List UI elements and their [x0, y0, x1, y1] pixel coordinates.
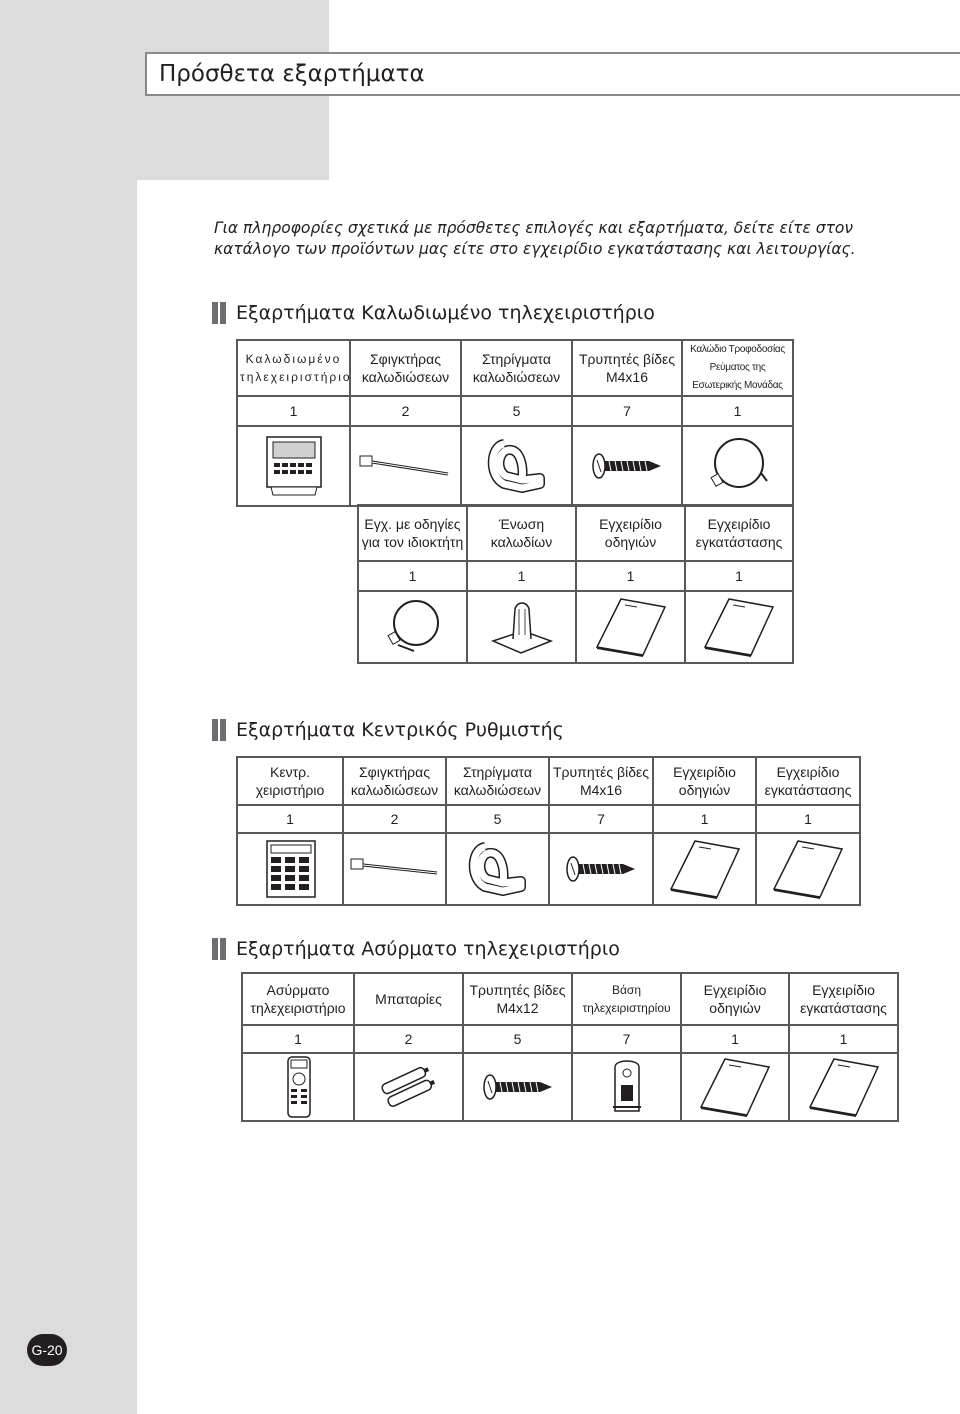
heading-bar-icon: [212, 938, 226, 960]
central-accessories-table: [236, 756, 861, 906]
table-header-cell: Εγχειρίδιο εγκατάστασης: [685, 505, 793, 561]
table-header-cell: Σφιγκτήρας καλωδιώσεων: [343, 757, 446, 805]
count-cell: 1: [681, 1025, 789, 1053]
table-header-cell: Εγχειρίδιο οδηγιών: [576, 505, 685, 561]
central-section-heading: [212, 719, 564, 741]
manual-icon: [699, 595, 779, 659]
table-image-row: [358, 591, 793, 663]
table-header-cell: Στηρίγματα καλωδιώσεων: [461, 340, 572, 396]
count-cell: 1: [576, 561, 685, 591]
tapping-screw-icon: [478, 1067, 558, 1107]
wireless-section-heading: [212, 938, 620, 960]
table-image-row: [242, 1053, 898, 1121]
wired-accessories-table-2: [357, 504, 794, 664]
count-cell: 1: [237, 805, 343, 833]
tapping-screw-icon: [561, 849, 641, 889]
wireless-accessories-table: [241, 972, 899, 1122]
table-header-cell: Σφιγκτήρας καλωδιώσεων: [350, 340, 461, 396]
table-header-cell: Στηρίγματα καλωδιώσεων: [446, 757, 549, 805]
central-heading-text: Εξαρτήματα Κεντρικός Ρυθμιστής: [236, 719, 564, 741]
manual-icon: [665, 837, 745, 901]
table-header-cell: Εγχειρίδιο οδηγιών: [653, 757, 756, 805]
table-header-row: [237, 340, 793, 396]
count-cell: 2: [343, 805, 446, 833]
table-header-cell: Ένωση καλωδίων: [467, 505, 576, 561]
cable-clamp-icon: [463, 839, 533, 899]
table-count-row: [242, 1025, 898, 1053]
count-cell: 7: [572, 396, 682, 426]
table-count-row: [237, 396, 793, 426]
table-header-cell: Βάση τηλεχειριστηρίου: [572, 973, 681, 1025]
table-header-cell: Ασύρματο τηλεχειριστήριο: [242, 973, 354, 1025]
wired-section-heading: [212, 302, 655, 324]
wired-heading-text: Εξαρτήματα Καλωδιωμένο τηλεχειριστήριο: [236, 302, 655, 324]
table-header-row: [242, 973, 898, 1025]
central-controller-icon: [257, 837, 323, 901]
count-cell: 7: [572, 1025, 681, 1053]
wireless-remote-icon: [278, 1055, 318, 1119]
count-cell: 1: [682, 396, 793, 426]
manual-icon: [695, 1055, 775, 1119]
table-header-cell: Τρυπητές βίδες M4x12: [463, 973, 572, 1025]
count-cell: 1: [685, 561, 793, 591]
count-cell: 5: [446, 805, 549, 833]
table-header-cell: Καλωδιωμένο τηλεχειριστήριο: [237, 340, 350, 396]
heading-bar-icon: [212, 719, 226, 741]
remote-holder-icon: [607, 1057, 647, 1117]
table-header-cell: Μπαταρίες: [354, 973, 463, 1025]
cable-icon: [378, 595, 448, 659]
table-count-row: [358, 561, 793, 591]
wireless-heading-text: Εξαρτήματα Ασύρματο τηλεχειριστήριο: [236, 938, 620, 960]
count-cell: 5: [463, 1025, 572, 1053]
cable-tie-icon: [347, 849, 443, 889]
cable-tie-icon: [356, 446, 456, 486]
count-cell: 1: [237, 396, 350, 426]
power-cable-icon: [703, 433, 773, 499]
manual-icon: [768, 837, 848, 901]
page-title: Πρόσθετα εξαρτήματα: [159, 61, 425, 87]
table-header-cell: Εγχ. με οδηγίες για τον ιδιοκτήτη: [358, 505, 467, 561]
table-image-row: [237, 426, 793, 506]
heading-bar-icon: [212, 302, 226, 324]
left-sidebar: [0, 0, 137, 1414]
intro-text: Για πληροφορίες σχετικά με πρόσθετες επιλογές και εξαρτήματα, δείτε είτε στον κατάλογο των προϊόντων μας είτε στο εγχειρίδιο εγκατάστασης και λειτουργίας.: [214, 219, 856, 258]
manual-icon: [591, 595, 671, 659]
page-title-box: [145, 52, 960, 96]
count-cell: 1: [242, 1025, 354, 1053]
count-cell: 1: [467, 561, 576, 591]
cable-clamp-icon: [482, 436, 552, 496]
wire-connector-icon: [487, 595, 557, 659]
table-header-row: [237, 757, 860, 805]
table-header-cell: Τρυπητές βίδες M4x16: [549, 757, 653, 805]
table-header-cell: Τρυπητές βίδες M4x16: [572, 340, 682, 396]
page-number-badge: G-20: [27, 1334, 67, 1366]
table-header-cell: Κεντρ. χειριστήριο: [237, 757, 343, 805]
tapping-screw-icon: [587, 446, 667, 486]
wired-remote-icon: [259, 433, 329, 499]
table-header-cell: Καλώδιο Τροφοδοσίας Ρεύματος της Εσωτερικής Μονάδας: [682, 340, 793, 396]
count-cell: 1: [789, 1025, 898, 1053]
table-header-row: [358, 505, 793, 561]
batteries-icon: [374, 1062, 444, 1112]
table-header-cell: Εγχειρίδιο εγκατάστασης: [756, 757, 860, 805]
table-header-cell: Εγχειρίδιο οδηγιών: [681, 973, 789, 1025]
wired-accessories-table-1: [236, 339, 794, 507]
count-cell: 1: [653, 805, 756, 833]
count-cell: 5: [461, 396, 572, 426]
count-cell: 1: [756, 805, 860, 833]
count-cell: 7: [549, 805, 653, 833]
count-cell: 1: [358, 561, 467, 591]
count-cell: 2: [350, 396, 461, 426]
count-cell: 2: [354, 1025, 463, 1053]
table-header-cell: Εγχειρίδιο εγκατάστασης: [789, 973, 898, 1025]
table-count-row: [237, 805, 860, 833]
manual-icon: [804, 1055, 884, 1119]
table-image-row: [237, 833, 860, 905]
